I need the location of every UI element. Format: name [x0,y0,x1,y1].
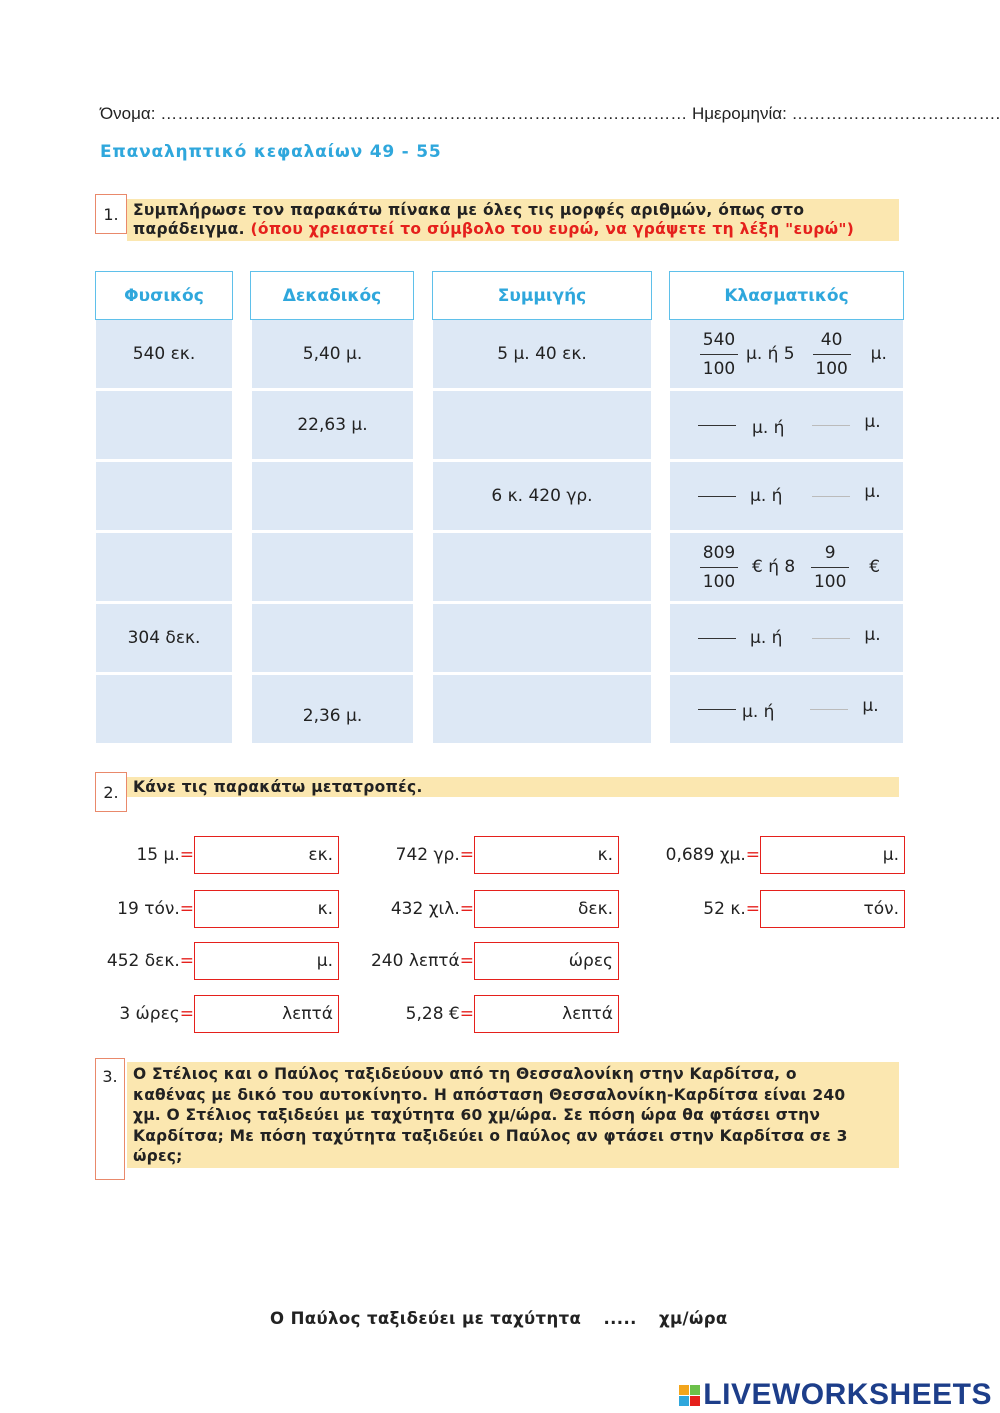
fraction-2 [813,329,851,380]
name-label: Όνομα: [100,104,156,123]
cell-natural-3[interactable] [96,533,232,601]
numerator: 809 [702,542,736,563]
answer-line [270,1309,728,1328]
fraction-unit: μ. [862,696,879,716]
fraction-1 [700,542,738,593]
equals-sign: = [179,951,194,971]
cell-natural-5[interactable] [96,675,232,743]
name-dots[interactable]: ………………………………………………………………………………… [160,104,688,123]
cell-mixed-3[interactable] [433,533,651,601]
cell-fraction-3 [670,533,903,601]
fraction-unit: μ. [864,625,881,645]
fraction-mid-text: μ. ή [750,486,783,506]
cell-fraction-0 [670,320,903,388]
conversion-input-0[interactable]: εκ. [194,836,339,874]
fraction-unit: μ. [864,412,881,432]
conv-value: 432 χιλ. [390,899,460,919]
fraction-mid-text: μ. ή [750,628,783,648]
numerator: 40 [820,329,843,350]
conversion-input-2[interactable]: μ. [760,836,905,874]
cell-natural-2[interactable] [96,462,232,530]
cell-mixed-1[interactable] [433,391,651,459]
logo-icon [679,1385,700,1406]
cell-decimal-5: 2,36 μ. [252,675,413,743]
date-dots[interactable]: ………………………………. [791,104,1000,123]
fraction-blank[interactable] [812,496,850,497]
cell-decimal-2[interactable] [252,462,413,530]
conversion-input-4[interactable]: δεκ. [474,890,619,928]
fraction-blank[interactable] [812,425,850,426]
exercise-2-instruction: Κάνε τις παρακάτω μετατροπές. [133,778,423,796]
header-fraction: Κλασματικός [669,271,904,320]
liveworksheets-logo [679,1378,992,1412]
conversion-label-6 [107,951,194,971]
fraction-mid-text: € ή 8 [752,557,796,577]
equals-sign: = [459,1004,474,1024]
exercise-3-number: 3. [95,1058,125,1180]
conversion-input-9[interactable]: λεπτά [474,995,619,1033]
instruction-text: Συμπλήρωσε τον παρακάτω πίνακα με όλες τις μορφές αριθμών, όπως στο παράδειγμα. [133,201,805,238]
conversion-label-5 [703,899,760,919]
name-date-line [100,104,1000,124]
conversion-label-0 [136,845,194,865]
denominator: 100 [815,358,848,379]
conv-value: 0,689 χμ. [665,845,746,865]
exercise-2-number: 2. [95,772,127,812]
equals-sign: = [179,845,194,865]
problem-line: Καρδίτσα; Με πόση ταχύτητα ταξιδεύει ο Παύλος αν φτάσει στην Καρδίτσα σε 3 [133,1126,848,1145]
exercise-3-problem [133,1064,898,1167]
conv-value: 5,28 € [405,1004,460,1024]
fraction-blank[interactable] [698,638,736,639]
fraction-mid-text: μ. ή [742,702,775,722]
equals-sign: = [459,899,474,919]
fraction-blank[interactable] [698,496,736,497]
fraction-mid-text: μ. ή [752,418,785,438]
conversion-label-9 [406,1004,474,1024]
cell-fraction-4[interactable] [670,604,903,672]
conv-value: 19 τόν. [117,899,180,919]
conversion-label-7 [371,951,474,971]
conv-value: 52 κ. [703,899,746,919]
fraction-blank[interactable] [810,709,848,710]
conversion-label-3 [117,899,194,919]
conversion-label-1 [396,845,474,865]
conversion-input-7[interactable]: ώρες [474,942,619,980]
cell-natural-1[interactable] [96,391,232,459]
fraction-unit: μ. [870,344,887,364]
conversion-input-1[interactable]: κ. [474,836,619,874]
fraction-unit: μ. [864,482,881,502]
equals-sign: = [745,845,760,865]
fraction-mid-text: μ. ή 5 [746,344,795,364]
header-mixed: Συμμιγής [432,271,652,320]
cell-fraction-1[interactable] [670,391,903,459]
conversion-input-5[interactable]: τόν. [760,890,905,928]
header-decimal: Δεκαδικός [250,271,414,320]
answer-blank[interactable]: ..... [603,1309,637,1328]
exercise-1-instruction [133,201,903,239]
answer-prefix: Ο Παύλος ταξιδεύει με ταχύτητα [270,1309,582,1328]
worksheet-subtitle: Επαναληπτικό κεφαλαίων 49 - 55 [100,142,442,162]
problem-line: ώρες; [133,1147,183,1165]
cell-decimal-4[interactable] [252,604,413,672]
equals-sign: = [179,899,194,919]
denominator: 100 [702,571,736,592]
equals-sign: = [459,951,474,971]
denominator: 100 [813,571,847,592]
conv-value: 15 μ. [136,845,180,865]
fraction-unit: € [869,557,881,577]
cell-mixed-4[interactable] [433,604,651,672]
logo-text: LIVEWORKSHEETS [703,1378,992,1411]
fraction-blank[interactable] [698,709,736,710]
fraction-2 [811,542,849,593]
cell-decimal-1: 22,63 μ. [252,391,413,459]
cell-decimal-0: 5,40 μ. [252,320,413,388]
problem-line: καθένας με δικό του αυτοκίνητο. Η απόσταση Θεσσαλονίκη-Καρδίτσα είναι 240 [133,1085,846,1104]
answer-unit: χμ/ώρα [658,1309,728,1328]
equals-sign: = [459,845,474,865]
instruction-red-text: (όπου χρειαστεί το σύμβολο του ευρώ, να γράψετε τη λέξη "ευρώ") [250,220,855,238]
cell-natural-0: 540 εκ. [96,320,232,388]
cell-fraction-5[interactable] [670,675,903,743]
cell-natural-4: 304 δεκ. [96,604,232,672]
fraction-blank[interactable] [812,638,850,639]
cell-decimal-3[interactable] [252,533,413,601]
exercise-1-number: 1. [95,194,127,234]
numerator: 9 [824,542,836,563]
problem-line: Ο Στέλιος και ο Παύλος ταξιδεύουν από τη Θεσσαλονίκη στην Καρδίτσα, ο [133,1065,797,1083]
cell-mixed-2: 6 κ. 420 γρ. [433,462,651,530]
cell-mixed-0: 5 μ. 40 εκ. [433,320,651,388]
fraction-1 [700,329,738,380]
header-natural: Φυσικός [95,271,233,320]
conv-value: 742 γρ. [395,845,460,865]
conversion-label-2 [666,845,760,865]
conversion-input-3[interactable]: κ. [194,890,339,928]
date-label: Ημερομηνία: [691,104,787,123]
conversion-input-8[interactable]: λεπτά [194,995,339,1033]
equals-sign: = [179,1004,194,1024]
problem-line: χμ. Ο Στέλιος ταξιδεύει με ταχύτητα 60 χμ/ώρα. Σε πόση ώρα θα φτάσει στην [133,1106,821,1124]
conversion-label-4 [391,899,474,919]
equals-sign: = [745,899,760,919]
conv-value: 240 λεπτά [370,951,460,971]
conv-value: 3 ώρες [119,1004,180,1024]
conversion-input-6[interactable]: μ. [194,942,339,980]
numerator: 540 [702,329,736,350]
denominator: 100 [702,358,736,379]
conv-value: 452 δεκ. [106,951,180,971]
fraction-blank[interactable] [698,425,736,426]
conversion-label-8 [119,1004,194,1024]
cell-fraction-2[interactable] [670,462,903,530]
cell-mixed-5[interactable] [433,675,651,743]
